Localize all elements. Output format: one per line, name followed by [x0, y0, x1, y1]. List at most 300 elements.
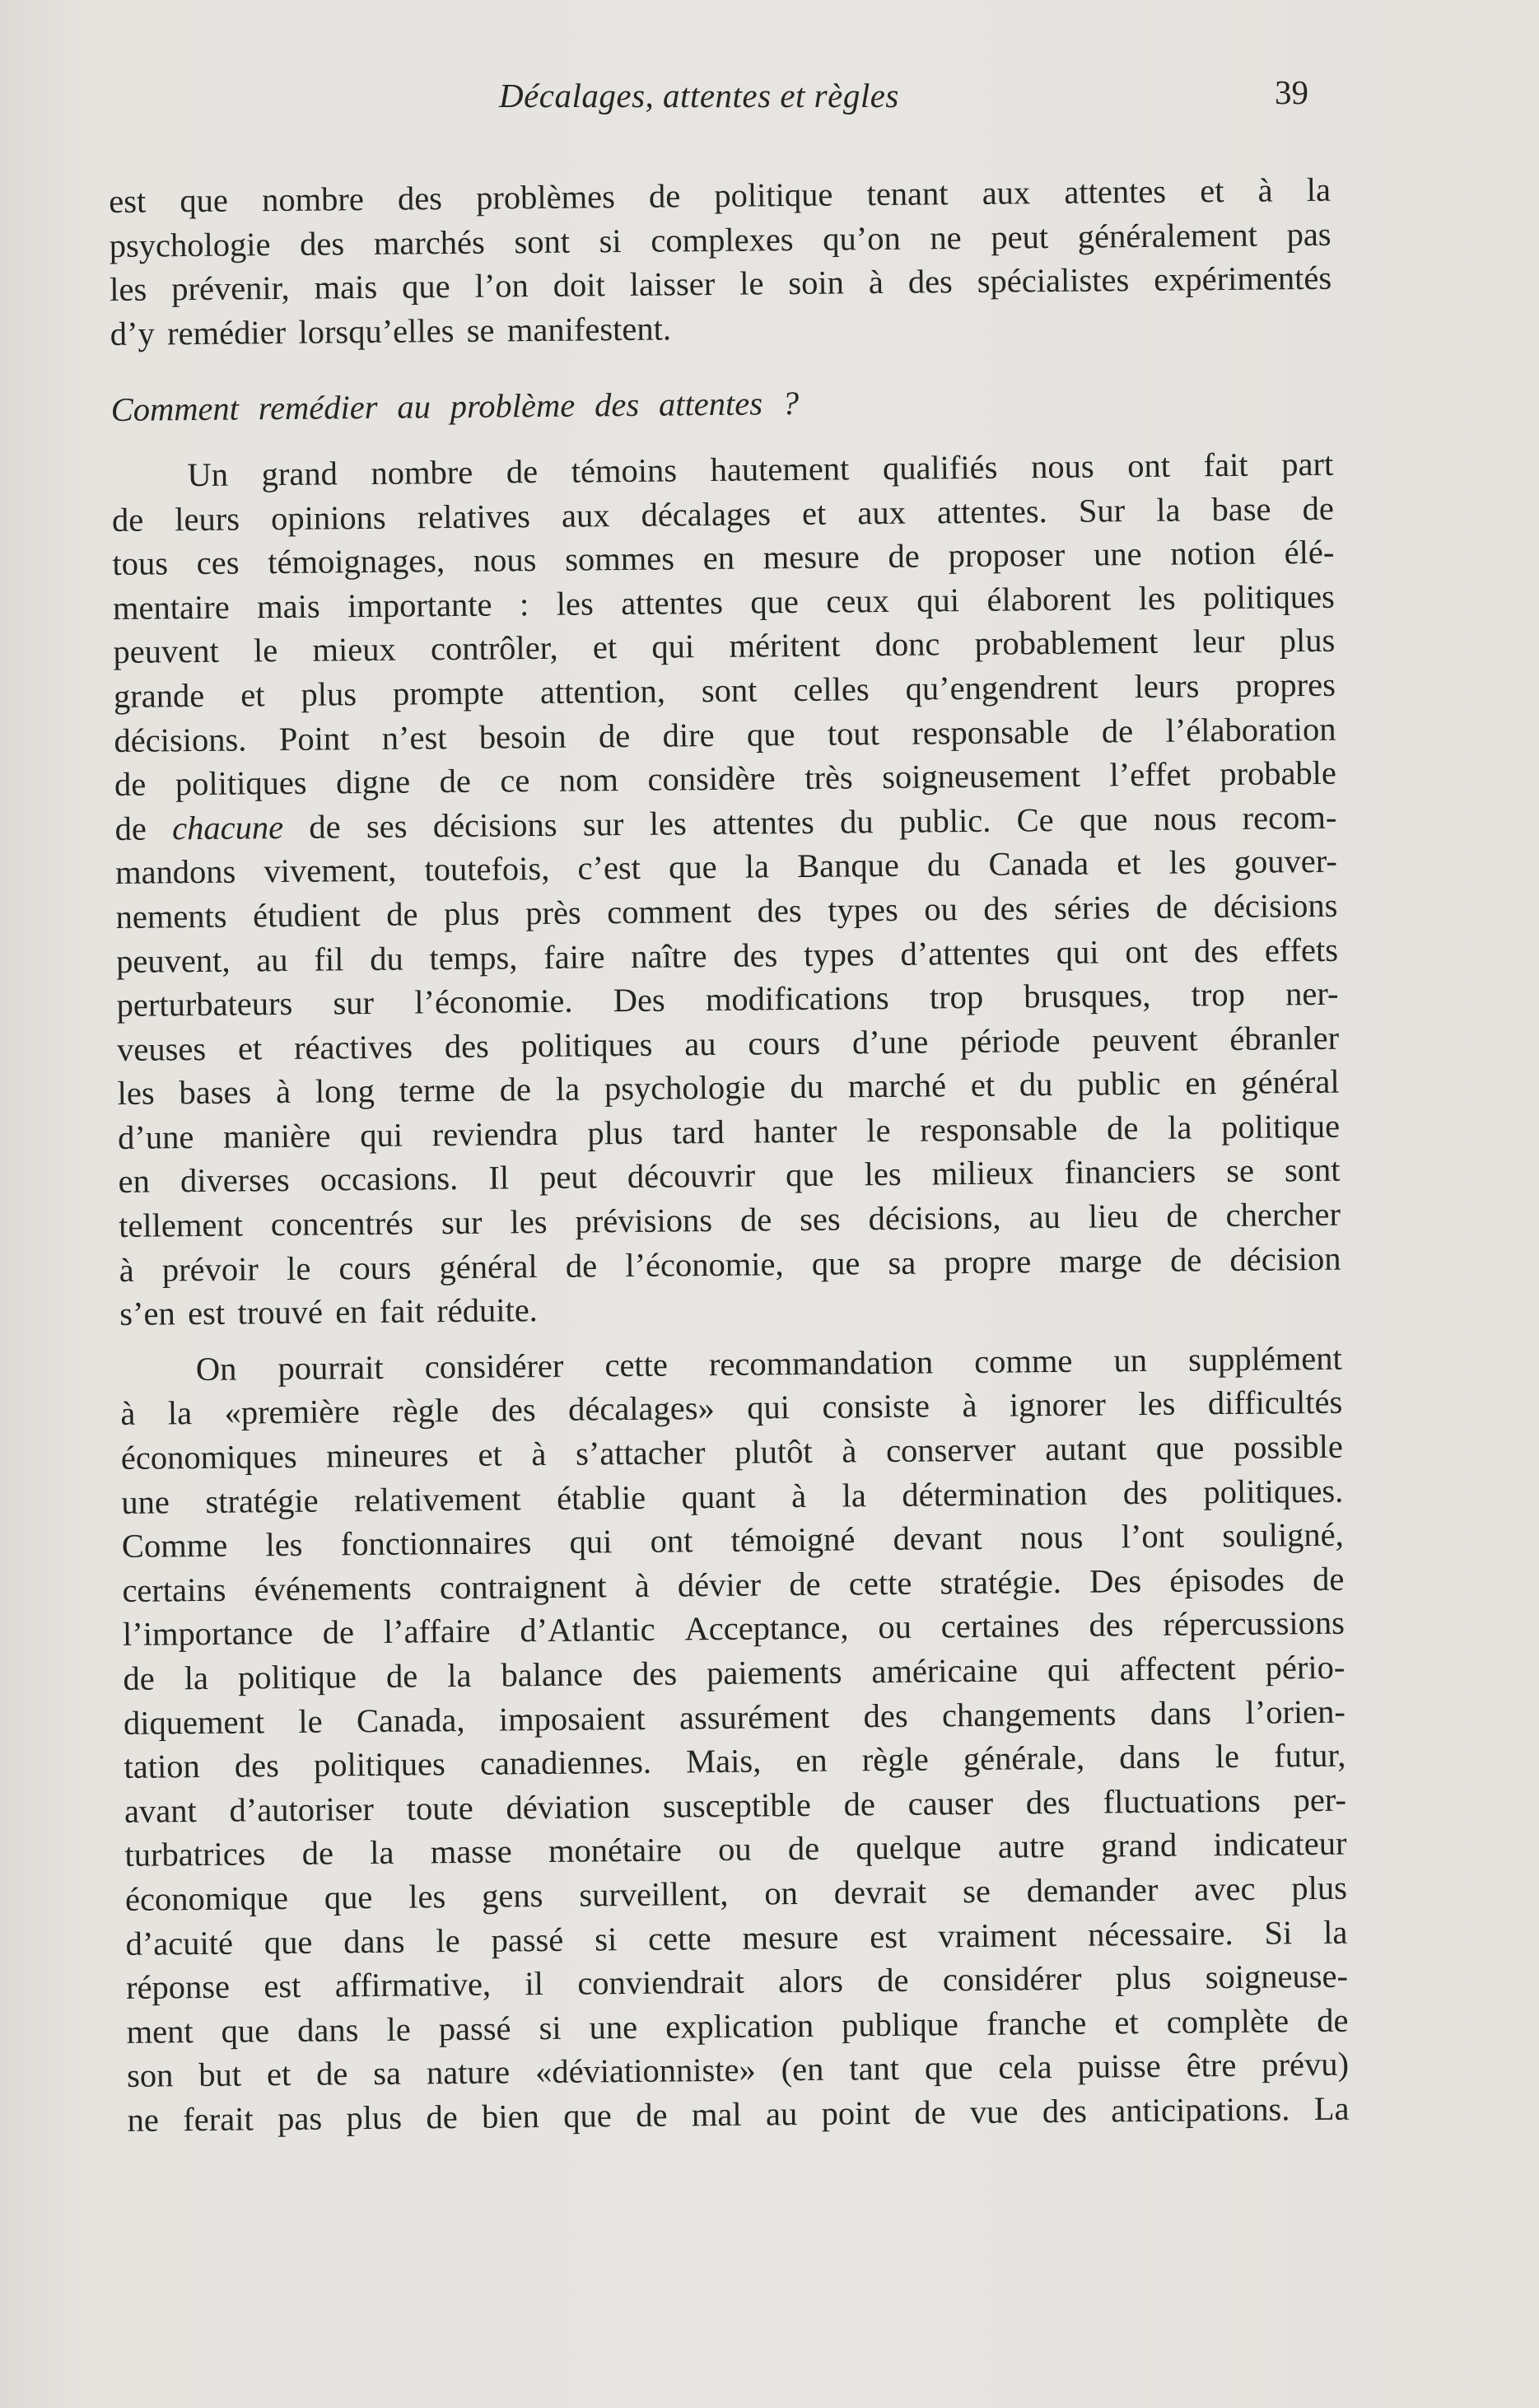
word: cours [748, 1024, 821, 1062]
word: propre [944, 1242, 1032, 1281]
word: Ce [1016, 800, 1054, 839]
word: période [959, 1021, 1061, 1060]
word: décision [1229, 1239, 1341, 1278]
word: devrait [833, 1873, 927, 1911]
word: grand [261, 455, 338, 493]
word: relativement [353, 1479, 521, 1519]
word: dans [1119, 1738, 1181, 1776]
word: proposer [948, 536, 1066, 575]
word: que [746, 715, 795, 754]
word: effets [1264, 931, 1339, 969]
word: être [1186, 2046, 1237, 2084]
word: «première [224, 1393, 360, 1432]
word: marchés [373, 223, 485, 262]
word: le [286, 1249, 311, 1287]
word: des [907, 263, 954, 301]
word: de [789, 1565, 821, 1603]
word: son [126, 2056, 174, 2095]
word: le [436, 1921, 460, 1959]
word: monétaire [548, 1831, 683, 1870]
word: qui [569, 1523, 613, 1561]
word: conviendrait [577, 1962, 744, 2002]
word: élé- [1284, 533, 1335, 572]
word: des [234, 1747, 280, 1785]
word: tard [672, 1113, 725, 1151]
word: types [803, 935, 874, 973]
word: généralement [1077, 216, 1258, 255]
word: la [447, 1656, 472, 1695]
word: aux [857, 493, 907, 531]
word: Des [1089, 1561, 1142, 1600]
word: modifications [705, 979, 889, 1019]
word: à [531, 1435, 547, 1473]
paragraph [109, 168, 1332, 357]
word: attentes [711, 803, 814, 842]
word: types [827, 890, 898, 929]
word: ner- [1285, 974, 1339, 1013]
word: l’affaire [383, 1612, 491, 1651]
word: de [1312, 1560, 1345, 1598]
word: que [324, 1878, 373, 1916]
word: la [369, 1834, 394, 1872]
word: séries [1053, 889, 1131, 926]
word: La [1313, 2089, 1350, 2127]
word: ces [196, 544, 240, 582]
word: milieux [931, 1154, 1034, 1192]
word: se [962, 1872, 991, 1911]
word: nom [558, 761, 619, 799]
word: nature [426, 2053, 511, 2092]
word: problèmes [475, 178, 616, 217]
word: mieux [312, 631, 396, 669]
word: de [648, 177, 681, 215]
word: politiques [175, 763, 307, 803]
word: mentaire [112, 588, 230, 627]
word: décisions, [868, 1198, 1001, 1238]
word: mesure [742, 1918, 839, 1957]
word: but [198, 2056, 242, 2094]
word: d’une [117, 1118, 194, 1156]
word: de [386, 895, 418, 933]
word: canadiennes. [479, 1743, 652, 1782]
word: complète [1166, 2002, 1289, 2041]
word: qui [651, 628, 695, 666]
word: consiste [822, 1387, 930, 1426]
word: : [519, 585, 529, 623]
word: en [702, 539, 735, 577]
word: l’élaboration [1165, 710, 1336, 749]
word: peuvent [113, 632, 219, 671]
word: et [801, 494, 827, 532]
word: est [187, 1294, 226, 1332]
word: des [757, 891, 802, 930]
word: gens [481, 1877, 543, 1915]
word: qu’on [823, 219, 901, 258]
word: en [118, 1163, 151, 1201]
word: plus [1115, 1958, 1172, 1997]
word: point [821, 2093, 891, 2132]
word: dans [343, 1922, 405, 1960]
word: et [1114, 2003, 1139, 2042]
word: tenant [866, 175, 949, 213]
word: indicateur [1213, 1825, 1347, 1864]
word: passé [438, 2009, 511, 2048]
word: autant [1044, 1430, 1127, 1468]
word: bien [481, 2098, 540, 2135]
word: dévier [677, 1566, 762, 1604]
word: en [1185, 1064, 1217, 1102]
word: et [970, 1066, 996, 1104]
word: marché [847, 1066, 947, 1105]
word: épisodes [1169, 1561, 1285, 1599]
word: ment [126, 2012, 194, 2051]
word: base [1211, 490, 1271, 528]
word: à [868, 264, 884, 301]
word: occasions. [319, 1160, 459, 1199]
word: responsable [912, 712, 1070, 752]
word: propres [1235, 665, 1336, 704]
word: cela [998, 2048, 1052, 2087]
word: comment [607, 892, 732, 931]
word: psychologie [604, 1068, 766, 1108]
word: des [397, 180, 443, 217]
word: et [478, 1435, 502, 1473]
word: nous [1030, 447, 1094, 486]
word: des [983, 889, 1028, 927]
word: public [1077, 1065, 1161, 1104]
word: de [635, 2096, 668, 2134]
word: ou [924, 890, 958, 928]
word: (en [781, 2051, 824, 2088]
word: événements [254, 1569, 413, 1608]
word: qui [1047, 1650, 1090, 1689]
word: est [109, 182, 147, 220]
word: la [184, 1659, 209, 1697]
word: si [594, 1920, 618, 1958]
word: règle [861, 1740, 929, 1779]
word: si [599, 222, 622, 259]
word: décisions. [114, 720, 247, 759]
word: générale, [963, 1738, 1085, 1778]
running-header [0, 73, 1539, 125]
word: sont [1284, 1151, 1341, 1189]
word: la [1167, 1108, 1192, 1146]
word: si [539, 2009, 562, 2046]
word: prévisions [575, 1202, 713, 1240]
word: les [864, 1155, 902, 1193]
word: la [744, 847, 770, 885]
word: hanter [753, 1112, 837, 1150]
word: «déviationniste» [534, 2051, 756, 2091]
word: d’attentes [900, 933, 1031, 973]
word: des [1025, 1783, 1071, 1822]
word: ont [650, 1522, 693, 1560]
word: à [842, 1432, 857, 1470]
word: de [506, 452, 539, 491]
word: considérer [942, 1959, 1082, 1999]
word: des [733, 936, 778, 974]
word: de [565, 1247, 598, 1285]
word: de [914, 2093, 946, 2131]
word: pourrait [277, 1348, 384, 1387]
word: cours [338, 1248, 412, 1287]
word: une [589, 2008, 638, 2046]
word: fil [314, 940, 344, 978]
word: et [237, 1029, 263, 1067]
word: de [114, 765, 147, 804]
word: est [870, 1917, 907, 1955]
word: de [309, 808, 341, 846]
word: mais [256, 587, 320, 626]
word: que [180, 181, 229, 220]
word: témoignages, [268, 542, 445, 581]
word: décisions [432, 805, 557, 844]
word: de [739, 1201, 772, 1239]
word: réactives [293, 1028, 413, 1066]
word: et [266, 2056, 291, 2093]
word: sommes [565, 539, 675, 578]
word: qui [1056, 933, 1099, 971]
word: doit [553, 266, 606, 305]
word: manière [222, 1117, 331, 1155]
word: de [426, 2098, 458, 2136]
word: plus [346, 2098, 403, 2137]
word: politiques [313, 1745, 445, 1784]
word: on [764, 1874, 799, 1912]
word: à [120, 1395, 136, 1433]
word: long [315, 1072, 375, 1110]
word: politique [714, 175, 833, 214]
word: ébranler [1229, 1019, 1340, 1057]
word: marge [1059, 1241, 1143, 1280]
word: causer [907, 1784, 994, 1822]
word: fait [1203, 446, 1248, 484]
word: des [1042, 2092, 1088, 2130]
word: autre [997, 1827, 1066, 1866]
word: et [592, 628, 618, 666]
word: aux [561, 496, 610, 534]
word: près [525, 894, 581, 932]
word: soin [788, 264, 845, 302]
word: de [322, 1613, 355, 1651]
word: prévenir, [171, 269, 290, 308]
word: Un [187, 455, 229, 494]
word: ses [799, 1200, 841, 1239]
word: lorsqu’elles [298, 311, 455, 351]
word: des [632, 1654, 678, 1692]
word: perturbateurs [116, 984, 293, 1024]
word: de [301, 1834, 334, 1873]
word: au [1028, 1198, 1061, 1236]
word: grand [1100, 1827, 1178, 1864]
word: n’est [381, 718, 447, 757]
word: soigneusement [882, 756, 1081, 796]
word: peuvent [1092, 1020, 1198, 1059]
word: imposaient [498, 1699, 646, 1738]
word: attentes [620, 583, 724, 622]
word: avec [1194, 1869, 1256, 1908]
word: fait [379, 1292, 425, 1331]
word: à [119, 1251, 134, 1289]
word: décisions [1213, 886, 1338, 926]
word: explication [665, 2006, 814, 2046]
word: Canada, [356, 1701, 465, 1739]
word: public. [898, 801, 991, 840]
word: certains [122, 1570, 226, 1609]
word: cette [647, 1919, 711, 1958]
word: que [401, 268, 450, 306]
word: digne [335, 763, 411, 801]
word: général [1241, 1062, 1340, 1102]
word: d’autoriser [229, 1790, 375, 1829]
word: que [750, 582, 800, 621]
word: les [408, 1878, 446, 1916]
word: attention, [539, 672, 666, 711]
word: qu’engendrent [905, 668, 1098, 707]
word: plutôt [734, 1432, 813, 1471]
word: pério- [1265, 1648, 1345, 1687]
word: l’importance [122, 1614, 294, 1654]
word: et [1117, 844, 1141, 882]
word: publique [841, 2004, 959, 2044]
word: trop [929, 978, 984, 1016]
word: le [739, 264, 764, 302]
word: puisse [1077, 2047, 1161, 2086]
word: réponse [125, 1967, 231, 2007]
word: décalages [641, 494, 772, 534]
word: trouvé [237, 1293, 324, 1332]
word: ont [1125, 932, 1168, 970]
word: mineures [326, 1436, 449, 1475]
word: est [263, 1967, 301, 2005]
word: anticipations. [1111, 2090, 1290, 2130]
word: remédier [166, 313, 287, 352]
word: d’y [110, 315, 156, 352]
word: mesure [763, 538, 860, 576]
word: politique [237, 1658, 357, 1696]
word: turbatrices [124, 1835, 266, 1874]
word: leurs [175, 500, 240, 538]
word: le [253, 632, 278, 670]
word: attentes. [936, 492, 1047, 530]
word: tation [124, 1748, 200, 1786]
word: difficultés [1207, 1384, 1343, 1422]
section-heading: Comment remédier au problème des attentes ? [110, 385, 800, 429]
running-title: Décalages, attentes et règles [499, 77, 899, 114]
word: Des [613, 981, 665, 1020]
word: hautement [710, 450, 850, 488]
word: de [1169, 1240, 1202, 1279]
word: s’en [119, 1295, 175, 1333]
word: des [1193, 931, 1239, 969]
word: l’effet [1109, 755, 1191, 794]
word: chacune [171, 808, 284, 847]
word: fluctuations [1103, 1781, 1262, 1821]
word: de [499, 1071, 532, 1108]
word: en [335, 1293, 367, 1331]
word: très [804, 758, 853, 797]
word: à [962, 1387, 977, 1425]
word: Il [488, 1159, 510, 1197]
word: en [795, 1741, 828, 1780]
word: de [1101, 712, 1134, 749]
word: des [491, 1391, 536, 1430]
word: vivement, [263, 851, 397, 890]
word: dire [662, 716, 715, 754]
word: alors [777, 1962, 844, 2000]
word: importante [347, 586, 492, 624]
word: les [117, 1074, 155, 1113]
word: spécialistes [977, 261, 1130, 301]
word: l’orien- [1245, 1692, 1346, 1731]
word: plus [443, 894, 500, 933]
word: affectent [1119, 1649, 1236, 1688]
word: d’Atlantic [520, 1611, 655, 1650]
word: de [598, 716, 631, 754]
word: au [765, 2095, 798, 2133]
word: balance [501, 1655, 604, 1694]
word: décalages» [567, 1389, 715, 1429]
word: futur, [1273, 1736, 1346, 1775]
word: le [866, 1111, 891, 1150]
word: de [888, 537, 920, 576]
word: ne [127, 2101, 160, 2139]
word: que [668, 848, 717, 886]
word: de [843, 1785, 876, 1823]
word: probable [1219, 754, 1337, 793]
word: vraiment [937, 1916, 1057, 1954]
page-number: 39 [1275, 73, 1308, 111]
word: ne [930, 218, 962, 257]
word: des [1122, 1473, 1168, 1511]
word: prévu) [1262, 2045, 1350, 2084]
word: méritent [729, 626, 841, 665]
word: Comme [121, 1526, 228, 1566]
word: nécessaire. [1087, 1914, 1234, 1953]
word: l’on [474, 267, 529, 305]
word: du [1019, 1066, 1053, 1104]
word: réduite. [436, 1291, 539, 1330]
word: sur [582, 805, 624, 843]
word: plus [587, 1113, 644, 1152]
word: ceux [826, 581, 889, 620]
word: cette [604, 1346, 669, 1384]
word: au [256, 940, 288, 978]
word: étudient [252, 896, 361, 935]
word: sont [701, 671, 758, 710]
word: recom- [1242, 798, 1337, 837]
word: peuvent, [115, 941, 231, 980]
word: qui [916, 581, 960, 619]
word: de [315, 2055, 348, 2093]
word: les [1138, 579, 1176, 617]
word: changements [941, 1694, 1117, 1734]
word: temps, [429, 938, 518, 977]
word: stratégie [205, 1482, 319, 1520]
word: détermination [902, 1474, 1088, 1514]
word: de [439, 762, 472, 800]
word: celles [793, 670, 870, 708]
word: prompte [392, 674, 505, 712]
word: la [1322, 1913, 1348, 1951]
word: élaborent [986, 580, 1112, 618]
word: quant [681, 1477, 756, 1516]
word: se [466, 311, 495, 349]
word: que [1155, 1429, 1205, 1467]
word: des [863, 1696, 908, 1734]
word: avant [124, 1791, 197, 1830]
word: dans [1150, 1693, 1212, 1732]
